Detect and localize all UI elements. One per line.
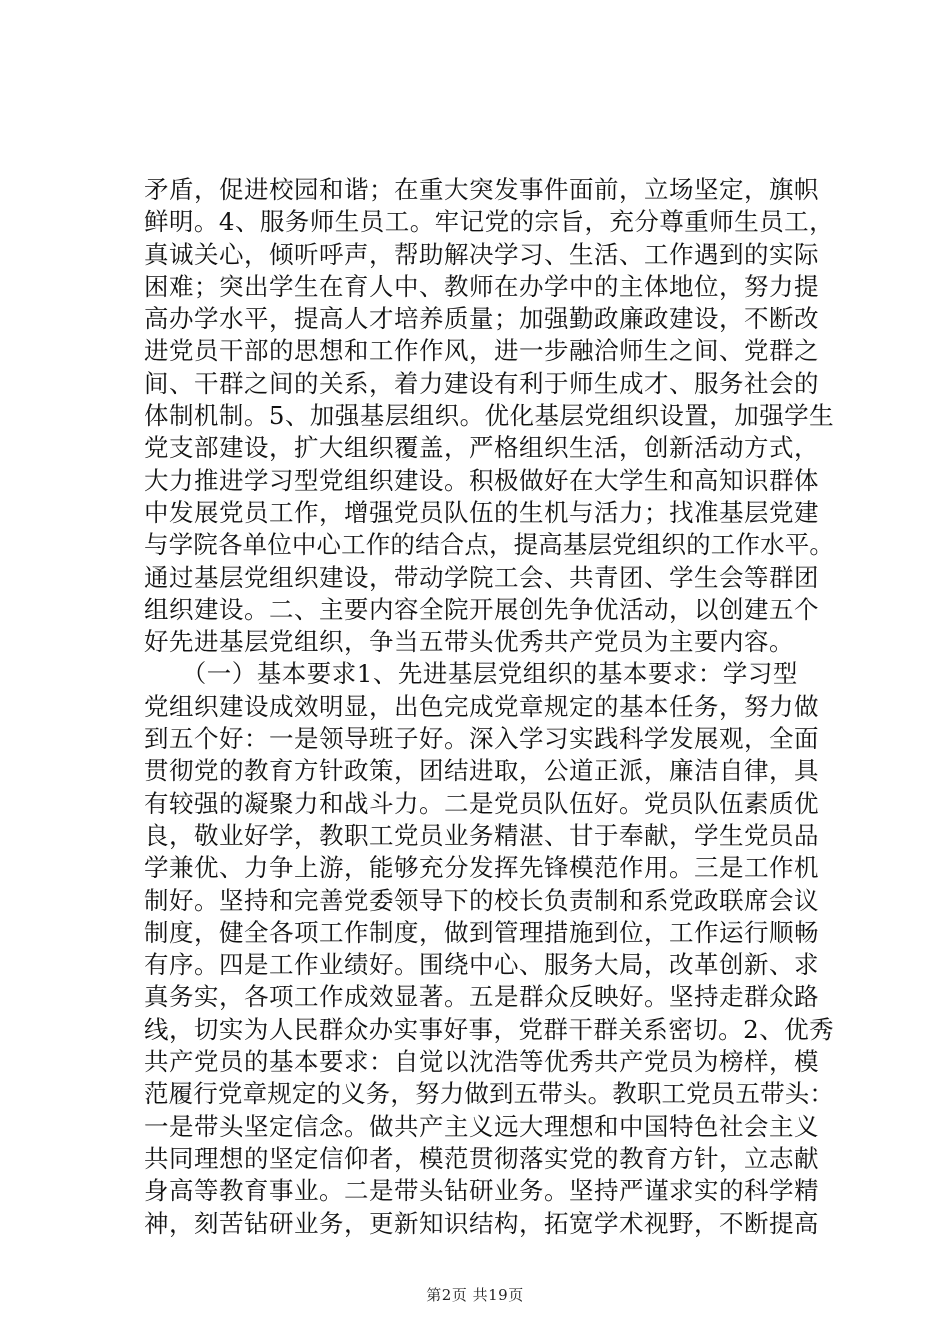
text-line: 大力推进学习型党组织建设。积极做好在大学生和高知识群体 <box>144 465 819 495</box>
text-line: 与学院各单位中心工作的结合点，提高基层党组织的工作水平。 <box>144 530 834 560</box>
text-line: 中发展党员工作，增强党员队伍的生机与活力；找准基层党建 <box>144 497 819 527</box>
text-line: 有较强的凝聚力和战斗力。二是党员队伍好。党员队伍素质优 <box>144 788 819 818</box>
text-line: 党支部建设，扩大组织覆盖，严格组织生活，创新活动方式， <box>144 433 819 463</box>
text-line: 范履行党章规定的义务，努力做到五带头。教职工党员五带头： <box>144 1079 834 1109</box>
text-line: 好先进基层党组织，争当五带头优秀共产党员为主要内容。 <box>144 627 794 657</box>
text-line: 一是带头坚定信念。做共产主义远大理想和中国特色社会主义 <box>144 1111 819 1141</box>
text-line: 学兼优、力争上游，能够充分发挥先锋模范作用。三是工作机 <box>144 853 819 883</box>
text-line: 通过基层党组织建设，带动学院工会、共青团、学生会等群团 <box>144 562 819 592</box>
text-line: 进党员干部的思想和工作作风，进一步融洽师生之间、党群之 <box>144 336 819 366</box>
text-line: 线，切实为人民群众办实事好事，党群干群关系密切。2、优秀 <box>144 1014 835 1044</box>
text-line: 鲜明。4、服务师生员工。牢记党的宗旨，充分尊重师生员工， <box>144 207 835 237</box>
text-line: 真诚关心，倾听呼声，帮助解决学习、生活、工作遇到的实际 <box>144 239 819 269</box>
text-line: 困难；突出学生在育人中、教师在办学中的主体地位，努力提 <box>144 271 819 301</box>
text-line: 高办学水平，提高人才培养质量；加强勤政廉政建设，不断改 <box>144 304 819 334</box>
text-line: 矛盾，促进校园和谐；在重大突发事件面前，立场坚定，旗帜 <box>144 175 819 204</box>
text-line: 有序。四是工作业绩好。围绕中心、服务大局，改革创新、求 <box>144 950 819 980</box>
text-line: 到五个好：一是领导班子好。深入学习实践科学发展观，全面 <box>144 724 819 754</box>
text-line: 制度，健全各项工作制度，做到管理措施到位，工作运行顺畅 <box>144 917 819 947</box>
text-line: 间、干群之间的关系，着力建设有利于师生成才、服务社会的 <box>144 368 819 398</box>
text-line: （一）基本要求1、先进基层党组织的基本要求：学习型 <box>144 659 798 689</box>
text-line: 神，刻苦钻研业务，更新知识结构，拓宽学术视野，不断提高 <box>144 1208 819 1238</box>
text-line: 党组织建设成效明显，出色完成党章规定的基本任务，努力做 <box>144 691 819 721</box>
text-line: 组织建设。二、主要内容全院开展创先争优活动，以创建五个 <box>144 594 819 624</box>
text-line: 身高等教育事业。二是带头钻研业务。坚持严谨求实的科学精 <box>144 1176 819 1206</box>
text-line: 贯彻党的教育方针政策，团结进取，公道正派，廉洁自律，具 <box>144 756 819 786</box>
text-line: 共产党员的基本要求：自觉以沈浩等优秀共产党员为榜样，模 <box>144 1047 819 1077</box>
text-line: 体制机制。5、加强基层组织。优化基层党组织设置，加强学生 <box>144 401 835 431</box>
page-number-footer: 第2页 共19页 <box>426 1286 524 1304</box>
text-line: 共同理想的坚定信仰者，模范贯彻落实党的教育方针，立志献 <box>144 1143 819 1173</box>
document-body <box>144 174 834 1240</box>
text-line: 真务实，各项工作成效显著。五是群众反映好。坚持走群众路 <box>144 982 819 1012</box>
text-line: 制好。坚持和完善党委领导下的校长负责制和系党政联席会议 <box>144 885 819 915</box>
text-line: 良，敬业好学，教职工党员业务精湛、甘于奉献，学生党员品 <box>144 820 819 850</box>
